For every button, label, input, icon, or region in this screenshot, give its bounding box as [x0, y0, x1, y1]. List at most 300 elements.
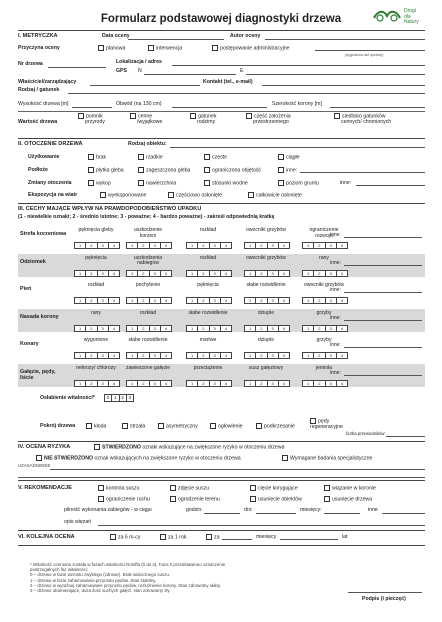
severity-cell[interactable]: 1 — [245, 271, 256, 276]
severity-cell[interactable]: 4 — [224, 353, 227, 358]
severity-cell[interactable]: 1 — [127, 298, 138, 303]
feature-item-label: pęknięcia — [197, 282, 219, 288]
severity-cell[interactable]: 1 — [245, 353, 256, 358]
severity-cell[interactable]: 2 — [256, 298, 267, 303]
checkbox-icon[interactable] — [278, 154, 284, 160]
podloze-inne-field[interactable] — [300, 172, 425, 173]
opis-field[interactable] — [98, 525, 425, 526]
wartosc-option[interactable]: siedlisko gatunków cennych/ chronionych — [334, 113, 391, 125]
scale-cell[interactable]: 2 — [120, 395, 127, 401]
severity-cell[interactable]: 1 — [187, 243, 198, 248]
severity-cell[interactable]: 3 — [326, 243, 337, 248]
severity-cell[interactable]: 2 — [138, 381, 149, 386]
lokalizacja-field[interactable] — [172, 65, 425, 66]
severity-cell[interactable]: 3 — [150, 326, 161, 331]
severity-scale[interactable] — [126, 297, 172, 304]
feature-item-label: rozkład — [199, 254, 217, 261]
severity-cell[interactable]: 3 — [326, 381, 337, 386]
feature-item-label: pęknięcia gleby — [78, 227, 114, 233]
severity-cell[interactable]: 3 — [268, 326, 279, 331]
nie-stwierdzono-option[interactable]: NIE STWIERDZONO oznak wskazujących na zwiększone ryzyko w otoczeniu drzewa — [36, 455, 241, 461]
pokroj-option[interactable]: asymetryczny — [158, 423, 198, 429]
severity-cell[interactable]: 3 — [150, 298, 161, 303]
scale-cell[interactable]: 3 — [128, 395, 132, 400]
severity-cell[interactable]: 2 — [86, 298, 97, 303]
section-heading-ocena: IV. OCENA RYZYKA — [18, 444, 71, 450]
checkbox-icon[interactable] — [190, 113, 196, 119]
kontakt-field[interactable] — [262, 85, 425, 86]
severity-cell[interactable]: 1 — [127, 243, 138, 248]
severity-scale[interactable] — [74, 270, 120, 277]
nr-drzewa-label: Nr drzewa — [18, 61, 43, 67]
severity-scale[interactable] — [244, 297, 290, 304]
severity-cell[interactable]: 1 — [303, 271, 314, 276]
checkbox-icon[interactable] — [170, 485, 176, 491]
severity-cell[interactable]: 2 — [138, 353, 149, 358]
checkbox-icon[interactable] — [256, 423, 262, 429]
wartosc-option[interactable]: część założenia przestrzennego — [246, 113, 291, 125]
severity-cell[interactable]: 3 — [210, 353, 221, 358]
severity-cell[interactable]: 1 — [187, 326, 198, 331]
feature-item-label: jemioła — [315, 364, 333, 371]
severity-cell[interactable]: 2 — [314, 298, 325, 303]
severity-cell[interactable]: 1 — [75, 298, 86, 303]
severity-cell[interactable]: 3 — [268, 298, 279, 303]
rekomendacja-option[interactable]: usunięcie drzewa — [324, 496, 372, 502]
severity-cell[interactable]: 3 — [98, 243, 109, 248]
severity-cell[interactable]: 2 — [256, 353, 267, 358]
checkbox-icon[interactable] — [138, 154, 144, 160]
severity-cell[interactable]: 1 — [187, 298, 198, 303]
severity-scale[interactable] — [302, 380, 348, 387]
autor-oceny-field[interactable] — [265, 39, 425, 40]
wartosc-option[interactable]: cenne /wyjątkowe — [130, 113, 162, 125]
checkbox-icon[interactable] — [278, 167, 284, 173]
checkbox-icon[interactable] — [250, 485, 256, 491]
ekspozycja-label: Ekspozycja na wiatr — [28, 192, 78, 198]
severity-cell[interactable]: 1 — [127, 326, 138, 331]
checkbox-icon[interactable] — [204, 167, 210, 173]
ekspozycja-option[interactable]: całkowicie osłonięte — [248, 192, 302, 198]
podloze-option[interactable]: inne: — [278, 167, 297, 173]
data-oceny-field[interactable] — [128, 39, 224, 40]
severity-scale[interactable] — [302, 242, 348, 249]
zmiany-option[interactable]: nawierzchnia — [138, 180, 176, 186]
severity-cell[interactable]: 4 — [164, 243, 167, 248]
zmiany-inne-field[interactable] — [356, 185, 425, 186]
severity-cell[interactable]: 1 — [75, 326, 86, 331]
severity-cell[interactable]: 4 — [340, 353, 343, 358]
zmiany-option[interactable]: poziom gruntu — [278, 180, 319, 186]
checkbox-icon[interactable] — [158, 423, 164, 429]
scale-cell[interactable]: 1 — [112, 395, 119, 401]
severity-cell[interactable]: 2 — [198, 271, 209, 276]
checkbox-icon[interactable] — [324, 496, 330, 502]
severity-cell[interactable]: 4 — [282, 325, 285, 331]
kolejna-option[interactable]: za 1 rok — [160, 534, 186, 540]
pokroj-option[interactable]: podkrzesanie — [256, 423, 295, 429]
checkbox-icon[interactable] — [88, 180, 94, 186]
checkbox-icon[interactable] — [110, 534, 116, 540]
uzasadnienie-field[interactable] — [50, 469, 425, 470]
severity-scale[interactable] — [302, 325, 348, 332]
severity-scale[interactable] — [126, 380, 172, 387]
severity-scale[interactable] — [74, 325, 120, 332]
rekomendacja-option[interactable]: kontrola suszu — [98, 485, 139, 491]
severity-cell[interactable]: 3 — [268, 353, 279, 358]
severity-scale[interactable] — [126, 352, 172, 359]
severity-scale[interactable] — [186, 352, 232, 359]
severity-scale[interactable] — [74, 242, 120, 249]
severity-scale[interactable] — [186, 325, 232, 332]
severity-cell[interactable]: 4 — [224, 325, 227, 331]
uzytkowanie-option[interactable]: brak — [88, 154, 106, 160]
severity-cell[interactable]: 2 — [86, 381, 97, 386]
przyczyna-option[interactable]: planowa — [98, 45, 125, 51]
severity-cell[interactable]: 4 — [224, 298, 227, 303]
checkbox-icon[interactable] — [138, 167, 144, 173]
kolejna-lat-field[interactable] — [280, 539, 338, 540]
kolejna-miesiecy-field[interactable] — [222, 539, 252, 540]
severity-cell[interactable]: 4 — [282, 243, 285, 248]
severity-cell[interactable]: 4 — [112, 380, 115, 386]
severity-scale[interactable] — [244, 352, 290, 359]
severity-cell[interactable]: 3 — [326, 271, 337, 276]
liczba-field[interactable] — [386, 436, 425, 437]
severity-cell[interactable]: 2 — [256, 271, 267, 276]
scale-cell[interactable]: 0 — [105, 395, 112, 401]
checkbox-icon[interactable] — [148, 45, 154, 51]
pokroj-option[interactable]: kłoda — [86, 423, 106, 429]
severity-cell[interactable]: 2 — [198, 243, 209, 248]
zmiany-label: Zmiany otoczenia — [28, 180, 72, 186]
severity-cell[interactable]: 3 — [268, 381, 279, 386]
severity-cell[interactable]: 3 — [98, 298, 109, 303]
severity-cell[interactable]: 1 — [303, 243, 314, 248]
severity-cell[interactable]: 2 — [198, 381, 209, 386]
severity-cell[interactable]: 2 — [138, 243, 149, 248]
severity-cell[interactable]: 2 — [86, 271, 97, 276]
severity-cell[interactable]: 2 — [198, 298, 209, 303]
checkbox-icon[interactable] — [248, 192, 254, 198]
severity-cell[interactable]: 1 — [303, 326, 314, 331]
severity-cell[interactable]: 4 — [112, 353, 115, 358]
severity-cell[interactable]: 3 — [150, 271, 161, 276]
severity-cell[interactable]: 1 — [75, 271, 86, 276]
wysokosc-field[interactable] — [72, 107, 112, 108]
checkbox-icon[interactable] — [98, 45, 104, 51]
severity-scale[interactable] — [74, 297, 120, 304]
feature-item-label: owocniki grzybów — [246, 227, 286, 233]
severity-cell[interactable]: 3 — [210, 381, 221, 386]
feature-row-label: Gałęzie, pędy, liście — [20, 368, 56, 381]
kolejna-option[interactable]: za — [206, 534, 219, 540]
checkbox-icon[interactable] — [160, 534, 166, 540]
severity-cell[interactable]: 2 — [314, 381, 325, 386]
checkbox-icon[interactable] — [310, 418, 316, 424]
rodzaj-obiektu-field[interactable] — [170, 147, 425, 148]
severity-cell[interactable]: 3 — [268, 271, 279, 276]
feature-inne-field[interactable] — [344, 265, 422, 266]
uzasadnienie-field[interactable] — [18, 477, 425, 478]
feature-item-label: grzyby — [316, 337, 332, 343]
rekomendacja-option[interactable]: cięcie korygujące — [250, 485, 298, 491]
feature-inne-field[interactable] — [344, 292, 422, 293]
severity-cell[interactable]: 4 — [340, 243, 343, 248]
ekspozycja-option[interactable]: częściowo osłonięte — [168, 192, 222, 198]
severity-cell[interactable]: 3 — [210, 326, 221, 331]
checkbox-icon[interactable] — [88, 154, 94, 160]
uzytkowanie-option[interactable]: ciągłe — [278, 154, 300, 160]
feature-item-label: rozkład — [139, 309, 157, 316]
sygnatura-field[interactable] — [315, 50, 425, 51]
section-heading-metryczka: I. METRYCZKA — [18, 33, 58, 39]
checkbox-icon[interactable] — [210, 423, 216, 429]
severity-cell[interactable]: 4 — [164, 270, 167, 276]
severity-scale[interactable] — [186, 270, 232, 277]
severity-scale[interactable] — [74, 352, 120, 359]
liczba-label: liczba przewodników: — [346, 431, 386, 436]
severity-scale[interactable] — [302, 270, 348, 277]
severity-cell[interactable]: 1 — [187, 381, 198, 386]
oslabienie-scale[interactable] — [104, 394, 134, 402]
severity-cell[interactable]: 2 — [314, 243, 325, 248]
checkbox-icon[interactable] — [278, 180, 284, 186]
checkbox-icon[interactable] — [204, 154, 210, 160]
severity-cell[interactable]: 3 — [326, 326, 337, 331]
gps-e-field[interactable] — [246, 74, 425, 75]
dni-field[interactable] — [256, 513, 296, 514]
checkbox-icon[interactable] — [250, 496, 256, 502]
severity-cell[interactable]: 4 — [112, 298, 115, 303]
severity-cell[interactable]: 2 — [138, 326, 149, 331]
wlasciciel-field[interactable] — [90, 85, 200, 86]
severity-cell[interactable]: 3 — [210, 243, 221, 248]
severity-scale[interactable] — [244, 325, 290, 332]
severity-cell[interactable]: 4 — [340, 298, 343, 303]
severity-cell[interactable]: 4 — [340, 380, 343, 386]
severity-cell[interactable]: 4 — [340, 270, 343, 276]
rekomendacja-option[interactable]: usunięcie obiektów — [250, 496, 302, 502]
rekomendacja-option[interactable]: wiązanie w koronie — [324, 485, 376, 491]
severity-cell[interactable]: 2 — [198, 353, 209, 358]
severity-scale[interactable] — [126, 242, 172, 249]
feature-inne-label: inne: — [330, 287, 341, 293]
severity-cell[interactable]: 3 — [98, 381, 109, 386]
severity-cell[interactable]: 1 — [187, 271, 198, 276]
checkbox-icon[interactable] — [86, 423, 92, 429]
wartosc-option[interactable]: gatunek rodzimy — [190, 113, 216, 125]
severity-cell[interactable]: 3 — [98, 353, 109, 358]
ekspozycja-option[interactable]: wyeksponowane — [100, 192, 146, 198]
checkbox-icon[interactable] — [78, 113, 84, 119]
rodzaj-field[interactable] — [68, 93, 425, 94]
checkbox-icon[interactable] — [130, 113, 136, 119]
severity-cell[interactable]: 1 — [303, 381, 314, 386]
severity-cell[interactable]: 2 — [138, 271, 149, 276]
checkbox-icon[interactable] — [324, 485, 330, 491]
divider — [18, 30, 425, 31]
severity-cell[interactable]: 4 — [224, 380, 227, 386]
checkbox-icon[interactable] — [206, 534, 212, 540]
severity-cell[interactable]: 2 — [256, 243, 267, 248]
severity-cell[interactable]: 1 — [75, 243, 86, 248]
severity-cell[interactable]: 2 — [314, 271, 325, 276]
severity-cell[interactable]: 4 — [164, 380, 167, 386]
pokroj-option[interactable]: pędy regeneracyjne — [310, 418, 343, 431]
feature-item-label: słabe rozwidlenie — [128, 337, 168, 343]
severity-cell[interactable]: 4 — [112, 325, 115, 331]
severity-cell[interactable]: 4 — [164, 298, 167, 303]
severity-cell[interactable]: 2 — [314, 326, 325, 331]
severity-scale[interactable] — [186, 242, 232, 249]
severity-cell[interactable]: 4 — [164, 353, 167, 358]
checkbox-icon[interactable] — [204, 180, 210, 186]
miesiecy-field[interactable] — [324, 513, 360, 514]
severity-cell[interactable]: 1 — [245, 298, 256, 303]
severity-cell[interactable]: 2 — [86, 326, 97, 331]
severity-cell[interactable]: 1 — [187, 353, 198, 358]
severity-cell[interactable]: 1 — [245, 326, 256, 331]
severity-cell[interactable]: 3 — [268, 243, 279, 248]
severity-scale[interactable] — [126, 325, 172, 332]
feature-inne-field[interactable] — [344, 237, 422, 238]
nr-drzewa-field[interactable] — [48, 67, 106, 68]
checkbox-icon[interactable] — [94, 444, 100, 450]
severity-cell[interactable]: 2 — [314, 353, 325, 358]
feature-inne-field[interactable] — [344, 320, 422, 321]
kolejna-miesiecy-label: miesięcy — [256, 534, 277, 540]
checkbox-icon[interactable] — [170, 496, 176, 502]
feature-item-label: owocniki grzybów — [246, 254, 286, 261]
section-heading-rekomendacje: V. REKOMENDACJE — [18, 485, 72, 491]
severity-cell[interactable]: 4 — [224, 243, 227, 248]
severity-cell[interactable]: 2 — [256, 326, 267, 331]
zmiany-option[interactable]: wykop — [88, 180, 111, 186]
pokroj-option[interactable]: strzała — [122, 423, 145, 429]
przyczyna-option[interactable]: postępowanie administracyjne — [212, 45, 290, 51]
severity-cell[interactable]: 4 — [340, 325, 343, 331]
severity-cell[interactable]: 4 — [282, 380, 285, 386]
checkbox-icon[interactable] — [98, 485, 104, 491]
szerokosc-field[interactable] — [330, 107, 425, 108]
severity-cell[interactable]: 1 — [245, 381, 256, 386]
logo-text-3: Natury — [404, 19, 419, 26]
podloze-option[interactable]: ograniczona objętość — [204, 167, 261, 173]
checkbox-icon[interactable] — [100, 192, 106, 198]
zmiany-option[interactable]: stosunki wodne — [204, 180, 248, 186]
severity-cell[interactable]: 1 — [245, 243, 256, 248]
rekomendacja-option[interactable]: ograniczenie ruchu — [98, 496, 150, 502]
obwod-field[interactable] — [172, 107, 267, 108]
severity-cell[interactable]: 1 — [127, 381, 138, 386]
severity-scale[interactable] — [186, 380, 232, 387]
severity-cell[interactable]: 3 — [326, 298, 337, 303]
podloze-label: Podłoże — [28, 167, 48, 173]
severity-cell[interactable]: 3 — [150, 381, 161, 386]
kolejna-option[interactable]: za 6 m-cy — [110, 534, 140, 540]
severity-cell[interactable]: 4 — [112, 243, 115, 248]
severity-scale[interactable] — [244, 270, 290, 277]
checkbox-icon[interactable] — [168, 192, 174, 198]
przyczyna-option[interactable]: interwencja — [148, 45, 182, 51]
severity-scale[interactable] — [302, 352, 348, 359]
checkbox-icon[interactable] — [36, 455, 42, 461]
severity-cell[interactable]: 4 — [164, 325, 167, 331]
severity-cell[interactable]: 3 — [150, 353, 161, 358]
severity-cell[interactable]: 1 — [127, 271, 138, 276]
severity-scale[interactable] — [244, 242, 290, 249]
severity-cell[interactable]: 4 — [282, 353, 285, 358]
severity-cell[interactable]: 2 — [256, 381, 267, 386]
checkbox-icon[interactable] — [282, 455, 288, 461]
severity-scale[interactable] — [302, 297, 348, 304]
feature-item-label: przeciążenie — [193, 364, 223, 371]
gps-n-field[interactable] — [144, 74, 236, 75]
stwierdzono-option[interactable]: STWIERDZONO oznaki wskazujące na zwiększone ryzyko w otoczeniu drzewa — [94, 444, 285, 450]
checkbox-icon[interactable] — [212, 45, 218, 51]
severity-cell[interactable]: 3 — [150, 243, 161, 248]
severity-scale[interactable] — [244, 380, 290, 387]
severity-scale[interactable] — [126, 270, 172, 277]
rekomendacja-option[interactable]: ogrodzenie terenu — [170, 496, 220, 502]
godzin-field[interactable] — [204, 513, 240, 514]
rekomendacja-option[interactable]: zdjęcie suszu — [170, 485, 209, 491]
checkbox-icon[interactable] — [138, 180, 144, 186]
severity-cell[interactable]: 4 — [112, 270, 115, 276]
severity-cell[interactable]: 1 — [75, 381, 86, 386]
severity-cell[interactable]: 4 — [282, 298, 285, 303]
checkbox-icon[interactable] — [122, 423, 128, 429]
severity-cell[interactable]: 2 — [86, 243, 97, 248]
severity-cell[interactable]: 3 — [210, 298, 221, 303]
uzytkowanie-label: Użytkowanie — [28, 154, 60, 160]
severity-cell[interactable]: 1 — [127, 353, 138, 358]
severity-cell[interactable]: 1 — [303, 298, 314, 303]
podpis-field[interactable] — [348, 592, 422, 593]
feature-inne-field[interactable] — [344, 375, 422, 376]
severity-cell[interactable]: 2 — [138, 298, 149, 303]
wartosc-option[interactable]: pomnik przyrody — [78, 113, 105, 125]
wymagane-option[interactable]: Wymagane badania specjalistyczne — [282, 455, 372, 461]
checkbox-icon[interactable] — [334, 113, 340, 119]
severity-cell[interactable]: 3 — [326, 353, 337, 358]
footnote-line: 0 – drzewo w fazie wzrostu zwykłego (zdrowe). Brak widocznego suszu. — [30, 572, 171, 578]
inne-field[interactable] — [382, 513, 425, 514]
uzytkowanie-option[interactable]: częste — [204, 154, 227, 160]
feature-item-label: zawieszone gałęzie — [125, 364, 171, 371]
severity-scale[interactable] — [74, 380, 120, 387]
feature-inne-field[interactable] — [344, 347, 422, 348]
severity-cell[interactable]: 1 — [303, 353, 314, 358]
severity-cell[interactable]: 3 — [98, 271, 109, 276]
pokroj-option[interactable]: ogłowienie — [210, 423, 243, 429]
severity-cell[interactable]: 1 — [75, 353, 86, 358]
podloze-option[interactable]: płytka gleba — [88, 167, 124, 173]
checkbox-icon[interactable] — [88, 167, 94, 173]
severity-cell[interactable]: 4 — [224, 270, 227, 276]
severity-cell[interactable]: 2 — [86, 353, 97, 358]
severity-cell[interactable]: 3 — [210, 271, 221, 276]
severity-cell[interactable]: 3 — [98, 326, 109, 331]
checkbox-icon[interactable] — [246, 113, 252, 119]
severity-scale[interactable] — [186, 297, 232, 304]
severity-cell[interactable]: 4 — [282, 270, 285, 276]
podloze-option[interactable]: zagęszczona gleba — [138, 167, 190, 173]
uzytkowanie-option[interactable]: rzadkie — [138, 154, 163, 160]
checkbox-icon[interactable] — [98, 496, 104, 502]
severity-cell[interactable]: 2 — [198, 326, 209, 331]
